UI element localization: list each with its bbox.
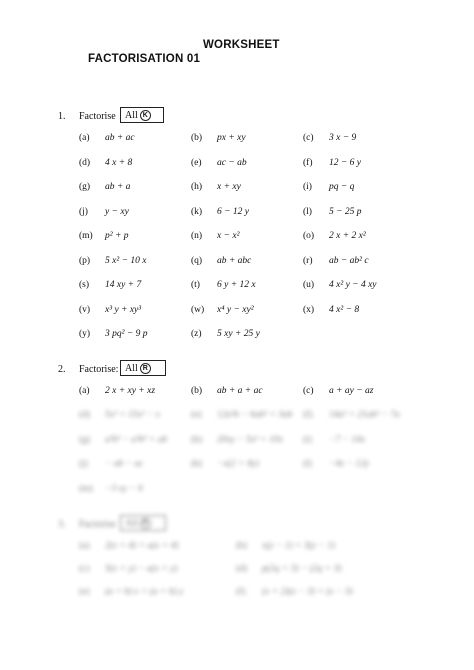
item-label: (m) [79,231,93,241]
exercise-item [303,256,369,266]
question-1-all-box [120,107,164,123]
exercise-item [303,158,361,168]
item-expression: 5(x + y) − a(x + y) [105,564,178,574]
exercise-item [79,158,132,168]
worksheet-subtitle: FACTORISATION 01 [88,53,201,65]
item-label: (a) [79,133,90,143]
exercise-item [79,329,148,339]
exercise-item [303,207,362,217]
exercise-item [303,459,369,469]
item-expression: ab + ac [105,133,135,143]
exercise-item [79,410,160,420]
item-expression: − ab − ac [105,459,144,469]
item-expression: 5 x² − 10 x [105,255,147,266]
question-2-all-box [120,360,166,376]
item-expression: 6 − 12 y [217,206,250,217]
item-expression: ab + a + ac [217,386,263,396]
exercise-item [303,305,359,315]
item-label: (c) [303,386,314,396]
item-label: (n) [191,231,203,241]
item-label: (d) [79,410,91,420]
item-label: (k) [191,459,203,469]
all-text: All [125,518,138,529]
exercise-item [79,133,135,143]
exercise-item [191,329,260,339]
exercise-item [79,587,183,597]
item-expression: x − x² [217,231,240,241]
exercise-item [191,459,259,469]
item-label: (d) [236,564,248,574]
item-label: (f) [303,410,313,420]
item-label: (t) [191,280,200,290]
exercise-item [236,541,335,551]
exercise-item [191,386,263,396]
exercise-item [79,256,146,266]
item-expression: 6 y + 12 x [217,280,256,290]
item-label: (f) [236,587,246,597]
r-badge-icon: R [140,363,151,374]
exercise-item [303,386,374,396]
item-label: (b) [191,133,203,143]
exercise-item [79,207,129,217]
item-label: (c) [79,564,90,574]
exercise-item [191,207,249,217]
item-expression: −x(2 + 4y) [217,459,259,469]
item-label: (l) [303,206,312,217]
item-expression: p² + p [105,231,129,241]
item-label: (m) [79,483,93,494]
question-1-label: Factorise [79,111,116,122]
item-expression: 14 xy + 7 [105,280,142,290]
exercise-item [191,158,247,168]
item-expression: x(y − 1) + 3(y − 1) [262,541,336,551]
item-expression: p(2q + 3) − (2q + 3) [262,564,342,574]
r-badge-icon: R [140,518,151,529]
item-expression: 5 xy + 25 y [217,329,260,339]
item-label: (k) [191,206,203,217]
item-expression: 4 x² y − 4 xy [329,280,377,290]
item-label: (y) [79,329,91,339]
exercise-item [303,410,400,420]
exercise-item [191,133,246,143]
exercise-item [303,133,356,143]
question-3-number: 3. [58,519,66,530]
worksheet-title: WORKSHEET [203,39,280,51]
item-label: (f) [303,157,313,168]
item-expression: 5x² + 15x² − x [105,410,160,420]
exercise-item [303,435,365,445]
item-expression: x³ y + xy³ [105,304,142,315]
item-label: (x) [303,304,315,315]
item-expression: 12 − 6 y [329,157,362,168]
exercise-item [79,182,130,192]
item-label: (g) [79,182,91,192]
exercise-item [191,256,251,266]
item-label: (j) [79,206,88,217]
all-text: All [125,110,138,121]
item-label: (a) [79,386,90,396]
item-label: (v) [79,304,91,315]
exercise-item [191,305,254,315]
item-expression: a²b³ − a³b² + ab [105,434,168,445]
item-label: (i) [303,434,312,445]
question-2-number: 2. [58,364,66,375]
item-label: (j) [79,459,88,469]
exercise-item [191,280,256,290]
exercise-item [79,541,179,551]
item-expression: ac − ab [217,157,247,168]
item-label: (c) [303,133,314,143]
item-expression: px + xy [217,133,246,143]
exercise-item [191,435,283,445]
exercise-item [79,484,143,494]
exercise-item [236,564,341,574]
item-label: (h) [191,182,203,192]
all-text: All [125,363,138,374]
item-expression: pq − q [329,182,355,192]
item-label: (w) [191,304,205,315]
item-expression: 2(x + 4) + a(x + 4) [105,541,179,551]
exercise-item [79,280,141,290]
exercise-item [191,182,241,192]
item-expression: ab + abc [217,255,252,266]
item-expression: x⁴ y − xy² [217,304,254,315]
item-expression: 4 x + 8 [105,157,133,168]
exercise-item [79,386,155,396]
item-label: (b) [236,541,248,551]
item-label: (u) [303,280,315,290]
item-expression: (a + b) x + (a + b) y [105,587,184,597]
question-1-number: 1. [58,111,66,122]
item-expression: 14a² + 21ab² − 7a [329,410,400,420]
item-expression: 5 − 25 p [329,206,362,217]
item-label: (b) [191,386,203,396]
exercise-item [79,564,178,574]
item-expression: ab − ab² c [329,255,369,266]
item-label: (q) [191,255,203,266]
item-expression: a + ay − az [329,386,374,396]
item-expression: 2 x + 2 x² [329,231,366,241]
exercise-item [303,280,377,290]
exercise-item [79,435,167,445]
item-label: (d) [79,157,91,168]
item-expression: (x + 2)(x − 3) + (x − 3) [262,587,353,597]
item-label: (z) [191,329,202,339]
item-expression: y − xy [105,206,129,217]
item-label: (h) [191,434,203,445]
item-expression: 3 x − 9 [329,133,357,143]
item-label: (e) [191,157,202,168]
exercise-item [303,182,354,192]
question-2-label: Factorise: [79,364,119,375]
item-label: (p) [79,255,91,266]
item-expression: 3 pq² − 9 p [105,329,148,339]
item-label: (e) [191,410,202,420]
item-label: (r) [303,255,313,266]
item-expression: x + xy [217,182,241,192]
item-expression: 20xy − 5x² + 10x [217,434,283,445]
item-label: (e) [79,587,90,597]
item-label: (l) [303,459,312,469]
exercise-item [191,410,293,420]
exercise-item [79,231,129,241]
item-expression: 2 x + xy + xz [105,386,156,396]
item-expression: ab + a [105,182,131,192]
exercise-item [236,587,353,597]
item-label: (s) [79,280,90,290]
question-3-label: Factorise [79,519,116,530]
item-label: (o) [303,231,315,241]
exercise-item [303,231,366,241]
question-3-all-box [120,515,166,531]
item-expression: 4 x² − 8 [329,304,360,315]
item-expression: −3 xy − 6 [105,483,143,494]
item-expression: −7 − 14x [329,434,366,445]
k-badge-icon: K [140,110,151,121]
item-label: (i) [303,182,312,192]
exercise-item [79,459,143,469]
item-label: (a) [79,541,90,551]
item-expression: −4x − 12y [329,459,370,469]
item-label: (g) [79,434,91,445]
item-expression: 12a²b − 6ab² + 3ab [217,410,293,420]
exercise-item [79,305,141,315]
exercise-item [191,231,239,241]
